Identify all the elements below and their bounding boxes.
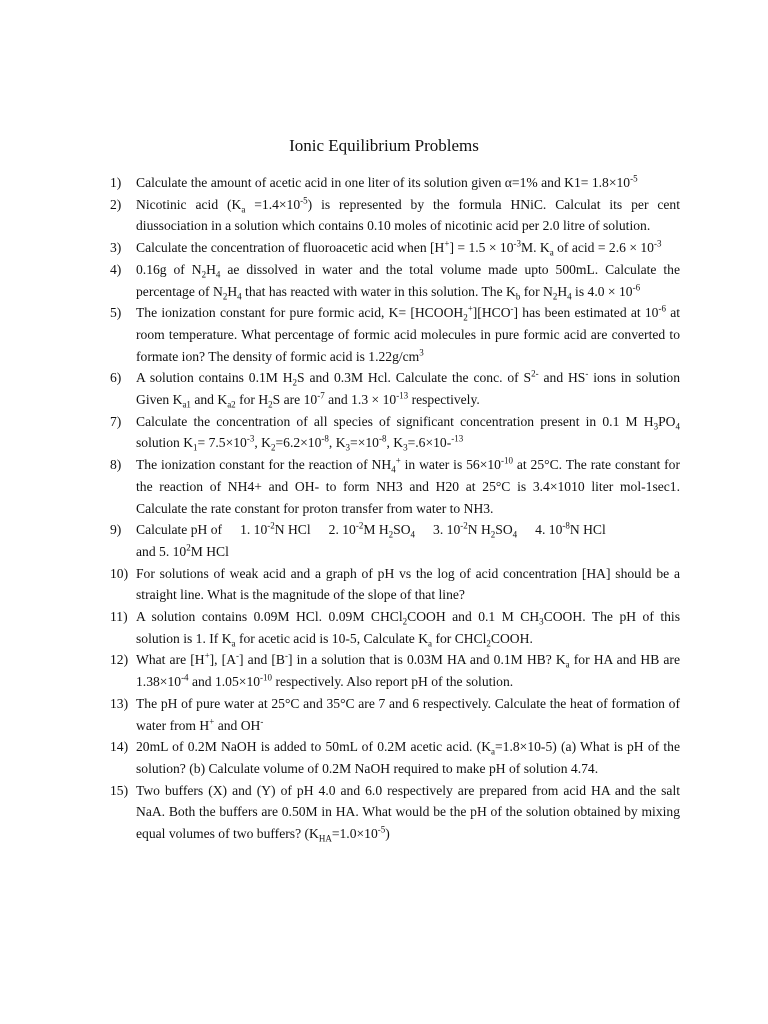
problem-number: 15)	[110, 782, 129, 798]
problem-list	[110, 172, 680, 845]
problem-text: Nicotinic acid $(K_a =1.4\times 10^{-5})$ is represented by the formula HNiC. Calculat its per cent diussociation in a solution which contains 0.10 moles of nicotinic acid per 2.0 litre of solution.	[136, 195, 680, 234]
problem-text: Calculate the amount of acetic acid in one liter of its solution given α=1% and $K1= 1.8\times 10^{-5}$	[136, 173, 638, 190]
problem-text: Calculate the concentration of all species of significant concentration present in 0.1 M $H_3PO_4$ solution $K_1= 7.5\times 10^{-3}$, $K_2=6.2\times 10^{-8}$, $K_3=\times 10^{-8}$, $K_3=.6\times 10-^{-13}$	[136, 413, 680, 454]
problem-12	[110, 649, 680, 692]
problem-number: 8)	[110, 457, 122, 473]
problem-number: 5)	[110, 305, 122, 321]
problem-8	[110, 454, 680, 519]
problem-number: 9)	[110, 522, 122, 538]
problem-number: 14)	[110, 739, 129, 755]
problem-text: 0.16g of $N_2H_4$ ae dissolved in water and the total volume made upto 500mL. Calculate the percentage of $N_2H_4$ that has reacted with water in this solution. The $K_b$ for $N_2H_4$ is $4.0 \times 10^{-6}$	[136, 261, 680, 302]
problem-9	[110, 519, 680, 562]
problem-number: 11)	[110, 609, 128, 625]
problem-text: Two buffers (X) and (Y) of pH 4.0 and 6.0 respectively are prepared from acid HA and the salt NaA. Both the buffers are 0.50M in HA. What would be the pH of the solution obtained by mixing equal volumes of two buffers? $(K_{HA}=1.0\times 10^{-5})$	[136, 782, 680, 844]
problem-11	[110, 606, 680, 649]
problem-number: 7)	[110, 413, 122, 429]
problem-number: 10)	[110, 565, 129, 581]
problem-6	[110, 367, 680, 410]
problem-15	[110, 780, 680, 845]
problem-text: Calculate pH of 1. $10^{-2}N$ HCl 2. $10^{-2}M$ $H_2SO_4$ 3. $10^{-2}N$ $H_2SO_4$ 4. $10^{-8}N$ HCl and 5. $10^2M$ HCl	[136, 520, 606, 559]
problem-number: 4)	[110, 261, 122, 277]
problem-5	[110, 302, 680, 367]
problem-14	[110, 736, 680, 779]
problem-text: The ionization constant for the reaction of $NH_4^+$ in water is $56\times 10^{-10}$ at 25°C. The rate constant for the reaction of NH4+ and OH- to form NH3 and H20 at 25°C is 3.4×1010 liter mol-1sec1. Calculate the rate constant for proton transfer from water to NH3.	[136, 455, 681, 516]
problem-text: Calculate the concentration of fluoroacetic acid when $[H^+] = 1.5 \times 10^{-3}M$. $K_a$ of acid = $2.6 \times 10^{-3}$	[136, 238, 662, 258]
problem-13	[110, 693, 680, 736]
problem-text: The ionization constant for pure formic acid, $K= [HCOOH_2^+][HCO^-]$ has been estimated at $10^{-6}$ at room temperature. What percentage of formic acid molecules in pure formic acid are converted to formate ion? The density of formic acid is $1.22g/cm^3$	[136, 303, 681, 364]
problem-text: The pH of pure water at 25°C and 35°C are 7 and 6 respectively. Calculate the heat of formation of water from H+ and OH-	[136, 695, 680, 733]
problem-text: What are [H+], [A-] and [B-] in a solution that is 0.03M HA and 0.1M HB? $K_a$ for HA and HB are $1.38\times 10^{-4}$ and $1.05\times 10^{-10}$ respectively. Also report pH of the solution.	[136, 650, 680, 690]
problem-number: 1)	[110, 175, 122, 190]
problem-2	[110, 194, 680, 237]
problem-number: 6)	[110, 370, 122, 386]
problem-10	[110, 563, 680, 606]
page-title: Ionic Equilibrium Problems	[289, 136, 479, 155]
problem-number: 13)	[110, 695, 129, 711]
problem-3	[110, 237, 680, 259]
problem-4	[110, 259, 680, 302]
problem-7	[110, 411, 680, 454]
problem-text: 20mL of 0.2M NaOH is added to 50mL of 0.2M acetic acid. $(K_a=1.8\times 10-5)$ (a) What is pH of the solution? (b) Calculate volume of 0.2M NaOH required to make pH of solution 4.74.	[136, 739, 680, 776]
problem-text: For solutions of weak acid and a graph of pH vs the log of acid concentration [HA] should be a straight line. What is the magnitude of the slope of that line?	[136, 565, 680, 603]
problem-1	[110, 172, 680, 194]
problem-number: 2)	[110, 196, 122, 212]
problem-text: A solution contains 0.1M $H_2S$ and 0.3M Hcl. Calculate the conc. of $S^{2-}$ and HS- ions in solution Given $K_{a1}$ and $K_{a2}$ for $H_2S$ are $10^{-7}$ and $1.3 \times 10^{-13}$ respectively.	[136, 368, 680, 410]
problem-text: A solution contains 0.09M HCl. 0.09M CHCl$_2$COOH and 0.1 M $CH_3COOH$. The pH of this solution is 1. If $K_a$ for acetic acid is 10-5, Calculate $K_a$ for CHCl$_2$COOH.	[136, 609, 680, 649]
problem-number: 3)	[110, 240, 122, 256]
problem-number: 12)	[110, 652, 129, 668]
